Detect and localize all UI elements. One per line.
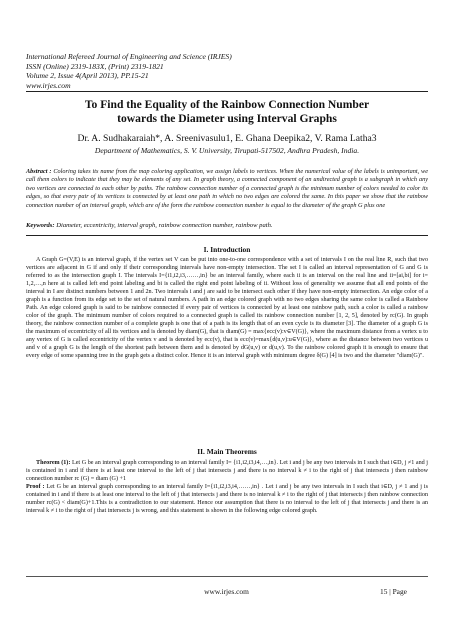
abstract-label: Abstract : <box>26 168 52 175</box>
page-number: 15 | Page <box>380 587 407 596</box>
section-heading-main-theorems: II. Main Theorems <box>197 447 257 456</box>
author-list: Dr. A. Sudhakaraiah*, A. Sreenivasulu1, E. Ghana Deepika2, V. Rama Latha3 <box>77 133 377 144</box>
journal-issn: ISSN (Online) 2319-183X, (Print) 2319-1821 <box>26 61 164 71</box>
title-line-1: To Find the Equality of the Rainbow Connection Number <box>84 98 370 111</box>
footer-url: www.irjes.com <box>204 587 249 596</box>
paper-title <box>26 98 428 126</box>
section-heading-introduction: I. Introduction <box>203 245 251 254</box>
affiliation: Department of Mathematics, S. V. University, Tirupati-517502, Andhra Pradesh, India. <box>94 146 360 155</box>
journal-website: www.irjes.com <box>26 80 71 90</box>
introduction-paragraph: A Graph G=(V,E) is an interval graph, if the vertex set V can be put into one-to-one correspondence with a set of intervals I on the real line R, such that two vertices are adjacent in G if and only if their corresponding intervals have non-empty intersection. The set I is called an interval representation of G and G is referred to as the intersection graph I. The intervals I={i1,i2,i3,……,in} be an interval family, where each ii is an interval on the real line and ii=[ai,bi] for i= 1,2,…,n here ai is called left end point labeling and bi is called the right end point labeling of ii. Without loss of generality we assume that all end points of the interval in I are distinct numbers between 1 and 2n. Two intervals i and j are said to be intersect each other if they have non-empty intersection. An edge color of a graph is a function from its edge set to the set of natural numbers. A path in an edge colored graph with no two edges sharing the same color is called a Rainbow Path. An edge colored graph is said to be rainbow connected if every pair of vertices is connected by at least one rainbow path, such a color is called a rainbow color of the graph. The minimum number of colors required to a connected graph is called its rainbow connection number [1, 2, 5], denoted by rc(G). In graph theory, the rainbow connection number of a complete graph is one that of a path is its length that of an even cycle is its diameter [3]. The diameter of a graph G is the maximum of eccentricity of all its vertices and is denoted by diam(G), that is diam(G) = max{ecc(v):v∈V(G)}, where the maximum distance from a vertex u to any vertex of G is called eccentricity of the vertex v and is denoted by ecc(v), that is ecc(v)=max{d(u,v):u∈V(G)}, where as the distance between two vertices u and v of a graph G is the length of the shortest path between them and is denoted by dG(u,v) or d(u,v). To the rainbow colored graph it is enough to ensure that every edge of some spanning tree in the graph gets a distinct color. Hence it is an interval graph with minimum degree δ(G) [4] is two and the diameter "diam(G)". <box>26 257 428 360</box>
footer-rule <box>26 576 428 577</box>
journal-volume: Volume 2, Issue 4(April 2013), PP.15-21 <box>26 71 149 81</box>
abstract-rule <box>26 235 428 236</box>
introduction-body <box>26 256 428 360</box>
abstract <box>26 168 428 210</box>
title-line-2: towards the Diameter using Interval Graphs <box>117 112 337 125</box>
keywords-text: Diameter, eccentricity, interval graph, rainbow connection number, rainbow path. <box>56 222 273 229</box>
journal-header <box>26 52 386 90</box>
abstract-text: Coloring takes its name from the map coloring application, we assign labels to vertices. When the numerical value of the labels is unimportant, we call them colors to indicate that they may be elements of any set. In graph theory, a connected component of an undirected graph is a subgraph in which any two vertices are connected to each other by paths. The rainbow connection number of a connected graph is the minimum number of colors needed to color its edges, so that every pair of its vertices is connected by at least one path in which no two edges are colored the same. In this paper we show that the rainbow connection number of an interval graph, which are of the form the rainbow connection number is equal to the diameter of the graph G plus one <box>26 168 428 209</box>
theorem-paragraph <box>26 459 428 483</box>
keywords <box>26 222 428 230</box>
proof-paragraph <box>26 483 428 515</box>
keywords-label: Keywords: <box>26 222 55 229</box>
journal-name: International Refereed Journal of Engineering and Science (IRJES) <box>26 52 232 61</box>
theorem-label: Theorem (1): <box>36 460 71 466</box>
header-rule <box>26 91 428 92</box>
proof-text: Let G be an interval graph corresponding to an interval family I={i1,i2,i3,i4,……,in} . Let i and j be any two intervals in I such that i∈D, j ≠ 1 and j is contained in i and if there is at least one interval to the left of j that intersects j and there is no interval k ≠ i to the right of j that intersects j then rainbow connection number rc(G) < diam(G)+1.This is a contradiction to our statement. Hence our assumption that there is no interval to the left of j that intersects j and there is an interval k ≠ i to the right of j that intersects j is wrong, and this statement is shown in the following edge colored graph. <box>26 484 428 515</box>
main-theorems-body <box>26 459 428 515</box>
theorem-text: Let G be an interval graph corresponding to an interval family I= {i1,i2,i3,i4,…,in}. Let i and j be any two intervals in I such that i∈D, j ≠1 and j is contained in i and if there is at least one interval to the left of j that intersects j and there is no interval k ≠ i to the right of j that intersects j then rainbow connection number rc (G) = diam (G) +1 <box>26 460 429 483</box>
proof-label: Proof : <box>26 484 45 491</box>
